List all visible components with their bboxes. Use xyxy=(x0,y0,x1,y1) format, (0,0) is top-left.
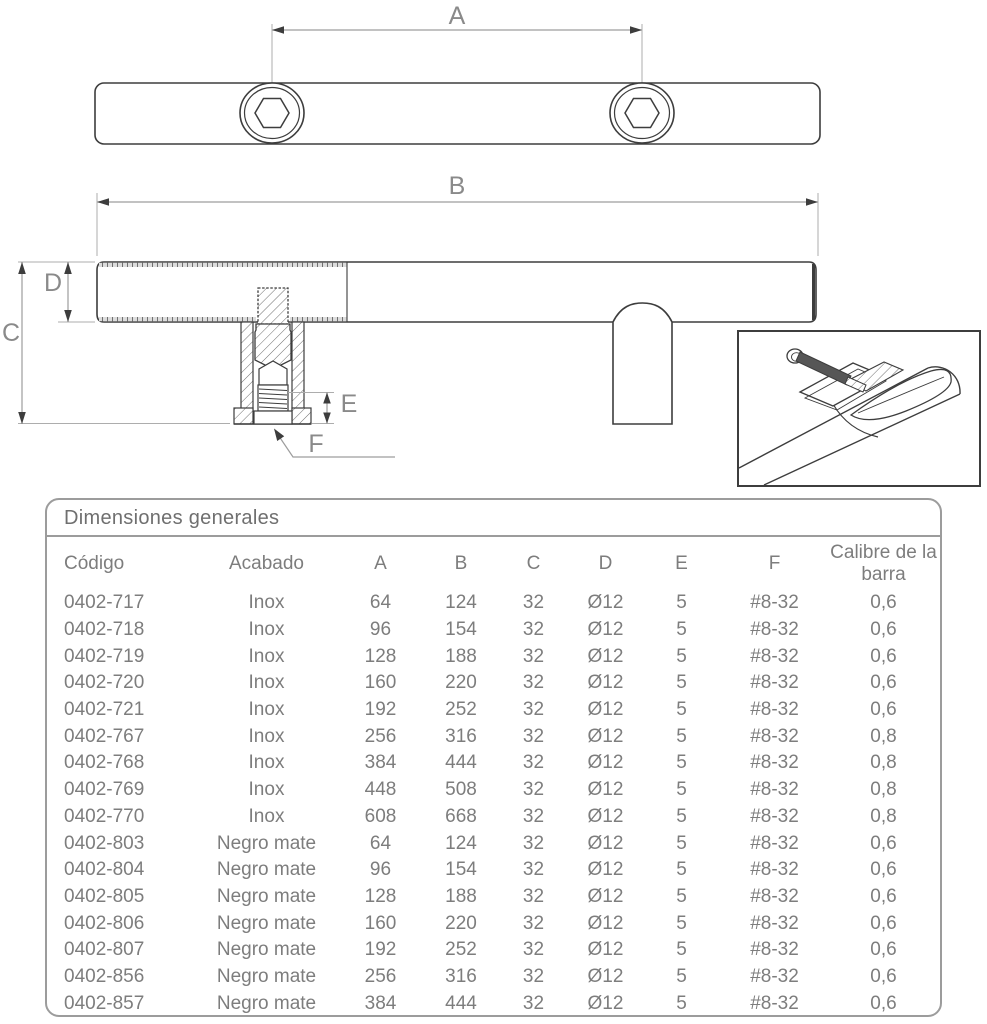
table-cell: 0402-718 xyxy=(64,619,145,641)
mount-post-exterior xyxy=(613,322,672,424)
table-cell: 0402-806 xyxy=(64,912,145,934)
table-cell: 0,6 xyxy=(870,885,897,907)
table-cell: 32 xyxy=(522,859,545,881)
table-cell: #8-32 xyxy=(750,885,799,907)
assembly-inset xyxy=(738,331,980,486)
table-cell: 0,6 xyxy=(870,912,897,934)
table-cell: Inox xyxy=(248,752,285,774)
table-cell: #8-32 xyxy=(750,992,799,1014)
table-cell: 5 xyxy=(676,645,687,667)
dim-label-e: E xyxy=(340,390,358,418)
knurl-bottom-2 xyxy=(290,317,347,321)
table-cell: 188 xyxy=(445,885,477,907)
table-cell: Ø12 xyxy=(587,725,624,747)
table-cell: #8-32 xyxy=(750,672,799,694)
table-cell: Negro mate xyxy=(216,859,317,881)
table-cell: 5 xyxy=(676,805,687,827)
table-header-row xyxy=(47,538,940,590)
col-header-codigo: Código xyxy=(64,553,125,575)
table-cell: 0,6 xyxy=(870,619,897,641)
table-row xyxy=(47,723,940,750)
table-cell: 316 xyxy=(445,965,477,987)
table-cell: 32 xyxy=(522,912,545,934)
spec-table-panel xyxy=(45,498,942,1017)
table-row xyxy=(47,670,940,697)
table-cell: Inox xyxy=(248,779,285,801)
knurl-top xyxy=(99,263,347,267)
col-header-calibre: Calibre de la barra xyxy=(830,542,937,585)
table-cell: Negro mate xyxy=(216,885,317,907)
table-cell: Ø12 xyxy=(587,779,624,801)
table-cell: 5 xyxy=(676,699,687,721)
table-row xyxy=(47,617,940,644)
table-cell: 128 xyxy=(364,885,397,907)
arrowhead-right xyxy=(630,26,642,34)
table-row xyxy=(47,990,940,1017)
table-cell: #8-32 xyxy=(750,779,799,801)
table-cell: #8-32 xyxy=(750,725,799,747)
table-cell: 0,8 xyxy=(870,779,897,801)
table-cell: Negro mate xyxy=(216,939,317,961)
table-cell: Ø12 xyxy=(587,805,624,827)
arrowhead-left xyxy=(272,26,284,34)
table-cell: 32 xyxy=(522,725,545,747)
table-cell: Ø12 xyxy=(587,992,624,1014)
table-cell: #8-32 xyxy=(750,699,799,721)
table-cell: 160 xyxy=(364,672,397,694)
inset-frame xyxy=(738,331,980,486)
table-cell: Negro mate xyxy=(216,965,317,987)
table-cell: 0402-768 xyxy=(64,752,145,774)
table-cell: 0402-720 xyxy=(64,672,145,694)
table-row xyxy=(47,964,940,991)
table-cell: 32 xyxy=(522,805,545,827)
arrowhead-f xyxy=(274,429,284,442)
table-cell: 668 xyxy=(445,805,477,827)
table-cell: Inox xyxy=(248,699,285,721)
table-cell: 5 xyxy=(676,832,687,854)
table-cell: 608 xyxy=(364,805,397,827)
table-cell: 0,6 xyxy=(870,939,897,961)
col-header-e: E xyxy=(675,553,688,575)
col-header-c: C xyxy=(526,553,541,575)
table-cell: 0,6 xyxy=(870,672,897,694)
table-cell: 160 xyxy=(364,912,397,934)
table-cell: 32 xyxy=(522,992,545,1014)
table-row xyxy=(47,857,940,884)
table-row xyxy=(47,804,940,831)
stud xyxy=(258,288,288,324)
table-cell: 192 xyxy=(364,699,397,721)
col-header-f: F xyxy=(768,553,781,575)
table-cell: 0402-767 xyxy=(64,725,145,747)
title-divider xyxy=(47,535,940,537)
table-cell: 0402-769 xyxy=(64,779,145,801)
table-cell: Ø12 xyxy=(587,912,624,934)
col-header-acabado: Acabado xyxy=(228,553,304,575)
table-cell: 0402-805 xyxy=(64,885,145,907)
table-cell: 252 xyxy=(445,699,477,721)
table-cell: 5 xyxy=(676,859,687,881)
table-cell: #8-32 xyxy=(750,912,799,934)
table-cell: 154 xyxy=(445,619,477,641)
table-row xyxy=(47,937,940,964)
table-cell: #8-32 xyxy=(750,805,799,827)
table-cell: 154 xyxy=(445,859,477,881)
table-cell: Ø12 xyxy=(587,619,624,641)
table-cell: 448 xyxy=(364,779,397,801)
table-cell: #8-32 xyxy=(750,619,799,641)
table-cell: Ø12 xyxy=(587,699,624,721)
table-cell: #8-32 xyxy=(750,832,799,854)
table-body xyxy=(47,590,940,1017)
table-cell: 0402-770 xyxy=(64,805,145,827)
table-cell: Inox xyxy=(248,725,285,747)
table-row xyxy=(47,590,940,617)
bar-side-view xyxy=(97,262,816,322)
table-cell: Negro mate xyxy=(216,992,317,1014)
table-cell: 0,6 xyxy=(870,832,897,854)
dim-label-a: A xyxy=(448,2,466,30)
table-cell: 0402-807 xyxy=(64,939,145,961)
table-row xyxy=(47,697,940,724)
screw-hole-right xyxy=(610,83,674,143)
dim-label-d: D xyxy=(43,269,63,297)
table-row xyxy=(47,750,940,777)
table-cell: 0402-803 xyxy=(64,832,145,854)
table-cell: Ø12 xyxy=(587,672,624,694)
table-cell: 32 xyxy=(522,699,545,721)
table-cell: Ø12 xyxy=(587,859,624,881)
bar-top-view xyxy=(95,83,820,144)
table-cell: 5 xyxy=(676,725,687,747)
thread-coil xyxy=(258,385,288,411)
table-cell: 0,6 xyxy=(870,592,897,614)
top-view xyxy=(95,2,820,144)
dimension-d xyxy=(44,262,95,322)
table-cell: 96 xyxy=(369,619,392,641)
table-row xyxy=(47,884,940,911)
table-cell: 384 xyxy=(364,992,397,1014)
table-cell: 384 xyxy=(364,752,397,774)
table-cell: 0402-719 xyxy=(64,645,145,667)
table-cell: 192 xyxy=(364,939,397,961)
table-cell: Ø12 xyxy=(587,939,624,961)
dim-label-b: B xyxy=(448,172,466,200)
table-cell: 0,6 xyxy=(870,699,897,721)
table-cell: #8-32 xyxy=(750,965,799,987)
table-cell: 444 xyxy=(445,752,477,774)
table-cell: 5 xyxy=(676,779,687,801)
table-cell: 32 xyxy=(522,939,545,961)
table-cell: 0,8 xyxy=(870,805,897,827)
table-cell: 5 xyxy=(676,939,687,961)
table-cell: 96 xyxy=(369,859,392,881)
table-cell: 5 xyxy=(676,752,687,774)
table-cell: 256 xyxy=(364,965,397,987)
table-cell: 0402-804 xyxy=(64,859,145,881)
table-cell: Inox xyxy=(248,619,285,641)
table-cell: 5 xyxy=(676,992,687,1014)
table-cell: Inox xyxy=(248,672,285,694)
table-cell: 0402-717 xyxy=(64,592,145,614)
table-cell: 252 xyxy=(445,939,477,961)
technical-drawing xyxy=(0,0,987,497)
table-cell: 0,8 xyxy=(870,725,897,747)
table-cell: Ø12 xyxy=(587,592,624,614)
table-cell: 5 xyxy=(676,592,687,614)
dim-label-f: F xyxy=(308,430,324,458)
table-cell: Ø12 xyxy=(587,752,624,774)
table-cell: 0402-857 xyxy=(64,992,145,1014)
table-cell: #8-32 xyxy=(750,939,799,961)
table-cell: 32 xyxy=(522,965,545,987)
table-cell: Ø12 xyxy=(587,965,624,987)
table-cell: #8-32 xyxy=(750,859,799,881)
table-cell: #8-32 xyxy=(750,592,799,614)
table-cell: 128 xyxy=(364,645,397,667)
screw-hole-left xyxy=(240,83,304,143)
table-cell: Ø12 xyxy=(587,832,624,854)
table-cell: 124 xyxy=(445,832,477,854)
table-row xyxy=(47,777,940,804)
table-cell: 32 xyxy=(522,885,545,907)
col-header-d: D xyxy=(598,553,613,575)
table-cell: 124 xyxy=(445,592,477,614)
table-cell: #8-32 xyxy=(750,752,799,774)
table-cell: 32 xyxy=(522,672,545,694)
table-cell: Ø12 xyxy=(587,645,624,667)
table-cell: 188 xyxy=(445,645,477,667)
table-cell: 0402-856 xyxy=(64,965,145,987)
table-cell: 0,6 xyxy=(870,645,897,667)
table-cell: 32 xyxy=(522,779,545,801)
table-cell: 0402-721 xyxy=(64,699,145,721)
hex-socket-left xyxy=(255,99,289,128)
table-row xyxy=(47,643,940,670)
table-cell: Ø12 xyxy=(587,885,624,907)
table-row xyxy=(47,830,940,857)
table-cell: 220 xyxy=(445,912,477,934)
dim-label-c: C xyxy=(1,319,21,347)
table-cell: 32 xyxy=(522,619,545,641)
table-cell: Negro mate xyxy=(216,832,317,854)
table-cell: Inox xyxy=(248,805,285,827)
table-cell: 0,6 xyxy=(870,859,897,881)
table-cell: Inox xyxy=(248,645,285,667)
table-cell: Negro mate xyxy=(216,912,317,934)
table-cell: 64 xyxy=(369,832,392,854)
callout-f xyxy=(274,429,395,459)
table-cell: #8-32 xyxy=(750,645,799,667)
table-cell: 5 xyxy=(676,912,687,934)
hex-socket-right xyxy=(625,99,659,128)
table-cell: 32 xyxy=(522,752,545,774)
table-cell: 32 xyxy=(522,645,545,667)
table-cell: 220 xyxy=(445,672,477,694)
table-cell: 0,8 xyxy=(870,752,897,774)
table-cell: 444 xyxy=(445,992,477,1014)
table-cell: 316 xyxy=(445,725,477,747)
table-cell: 0,6 xyxy=(870,992,897,1014)
table-cell: 5 xyxy=(676,672,687,694)
table-cell: Inox xyxy=(248,592,285,614)
table-cell: 508 xyxy=(445,779,477,801)
table-cell: 32 xyxy=(522,832,545,854)
dimension-b xyxy=(97,172,818,256)
table-cell: 32 xyxy=(522,592,545,614)
table-cell: 0,6 xyxy=(870,965,897,987)
table-cell: 64 xyxy=(369,592,392,614)
col-header-a: A xyxy=(374,553,387,575)
knurl-bottom-1 xyxy=(99,317,256,321)
table-cell: 256 xyxy=(364,725,397,747)
table-row xyxy=(47,910,940,937)
table-cell: 5 xyxy=(676,885,687,907)
table-title: Dimensiones generales xyxy=(64,507,280,529)
col-header-b: B xyxy=(454,553,468,575)
table-cell: 5 xyxy=(676,619,687,641)
post-foot xyxy=(254,411,292,424)
side-view xyxy=(2,172,818,458)
table-cell: 5 xyxy=(676,965,687,987)
